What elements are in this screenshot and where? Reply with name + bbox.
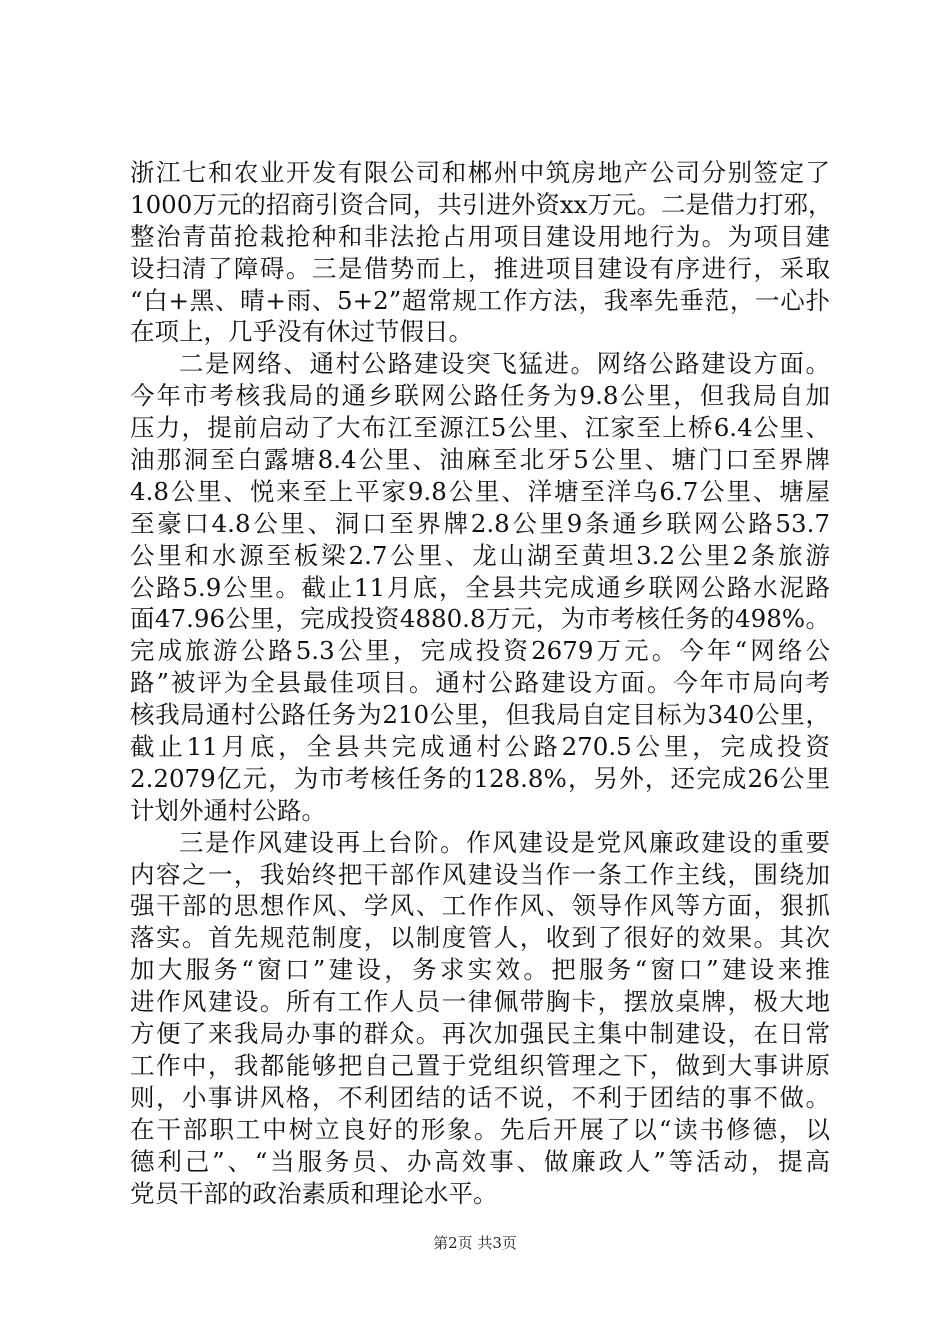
text-line: 路”被评为全县最佳项目。通村公路建设方面。今年市局向考 (130, 668, 830, 698)
text-line: 1000万元的招商引资合同，共引进外资xx万元。二是借力打邪， (130, 189, 833, 219)
text-line: 进作风建设。所有工作人员一律佩带胸卡，摆放桌牌，极大地 (130, 987, 830, 1017)
text-line: 三是作风建设再上台阶。作风建设是党风廉政建设的重要 (179, 827, 830, 857)
text-line: 4.8公里、悦来至上平家9.8公里、洋塘至洋乌6.7公里、塘屋 (130, 476, 830, 506)
text-line: 浙江七和农业开发有限公司和郴州中筑房地产公司分别签定了 (130, 158, 830, 187)
text-line: 强干部的思想作风、学风、工作作风、领导作风等方面，狠抓 (130, 891, 830, 921)
text-line: 公里和水源至板梁2.7公里、龙山湖至黄坦3.2公里2条旅游 (130, 540, 830, 570)
text-line: 内容之一，我始终把干部作风建设当作一条工作主线，围绕加 (130, 859, 830, 889)
text-line: 面47.96公里，完成投资4880.8万元，为市考核任务的498%。 (130, 604, 830, 634)
text-line: 德利己”、“当服务员、办高效事、做廉政人”等活动，提高 (130, 1146, 830, 1176)
text-line: 公路5.9公里。截止11月底，全县共完成通乡联网公路水泥路 (130, 572, 830, 602)
text-line: 压力，提前启动了大布江至源江5公里、江家至上桥6.4公里、 (130, 413, 830, 443)
text-line: 截止11月底，全县共完成通村公路270.5公里，完成投资 (130, 732, 830, 762)
text-line: 至豪口4.8公里、洞口至界牌2.8公里9条通乡联网公路53.7 (130, 508, 830, 538)
text-line: 落实。首先规范制度，以制度管人，收到了很好的效果。其次 (130, 923, 830, 953)
text-line: 计划外通村公路。 (130, 795, 326, 825)
text-line: 整治青苗抢栽抢种和非法抢占用项目建设用地行为。为项目建 (130, 221, 830, 251)
text-line: 在项上，几乎没有休过节假日。 (130, 317, 473, 347)
text-line: 在干部职工中树立良好的形象。先后开展了以“读书修德，以 (130, 1114, 830, 1144)
text-line: 核我局通村公路任务为210公里，但我局自定目标为340公里， (130, 700, 830, 730)
text-line: 工作中，我都能够把自己置于党组织管理之下，做到大事讲原 (130, 1050, 830, 1080)
text-line: 今年市考核我局的通乡联网公路任务为9.8公里，但我局自加 (130, 381, 830, 411)
text-line: 2.2079亿元，为市考核任务的128.8%，另外，还完成26公里 (130, 763, 830, 793)
text-line: 完成旅游公路5.3公里，完成投资2679万元。今年“网络公 (130, 636, 830, 666)
page-footer: 第2页 共3页 (433, 1234, 517, 1252)
text-line: “白+黑、晴+雨、5+2”超常规工作方法，我率先垂范，一心扑 (130, 285, 830, 315)
text-line: 方便了来我局办事的群众。再次加强民主集中制建设，在日常 (130, 1019, 830, 1049)
text-line: 二是网络、通村公路建设突飞猛进。网络公路建设方面。 (179, 349, 830, 379)
text-line: 设扫清了障碍。三是借势而上，推进项目建设有序进行，采取 (130, 253, 830, 283)
document-body (130, 157, 833, 1209)
text-line: 党员干部的政治素质和理论水平。 (130, 1178, 498, 1208)
text-line: 油那洞至白露塘8.4公里、油麻至北牙5公里、塘门口至界牌 (130, 445, 830, 475)
text-line: 则，小事讲风格，不利团结的话不说，不利于团结的事不做。 (130, 1082, 830, 1112)
text-line: 加大服务“窗口”建设，务求实效。把服务“窗口”建设来推 (130, 955, 830, 985)
